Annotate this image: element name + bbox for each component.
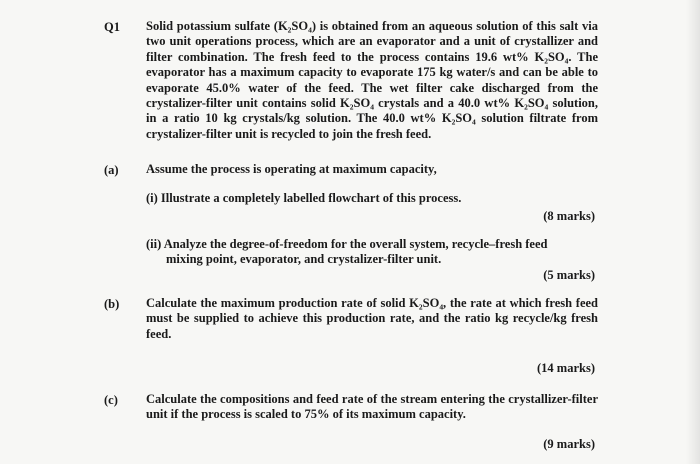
- part-a-i-marks: (8 marks): [543, 209, 595, 223]
- page-edge-shadow: [686, 0, 700, 464]
- part-b-text: Calculate the maximum production rate of solid K₂SO₄, the rate at which fresh feed must be supplied to achieve this production rate, and the ratio kg recycle/kg fresh feed.: [146, 296, 598, 341]
- part-c-label: (c): [104, 393, 118, 407]
- part-a-ii-text: [146, 237, 598, 268]
- part-a-label: (a): [104, 163, 119, 177]
- part-a-i-text: (i) Illustrate a completely labelled flowchart of this process.: [146, 191, 462, 205]
- part-a-ii-line1: (ii) Analyze the degree-of-freedom for the overall system, recycle–fresh feed: [146, 237, 548, 251]
- part-a-ii-marks: (5 marks): [543, 268, 595, 282]
- question-intro: Solid potassium sulfate (K₂SO₄) is obtained from an aqueous solution of this salt via two unit operations process, which are an evaporator and a unit of crystallizer and filter combination. The fresh feed to the process contains 19.6 wt% K₂SO₄. The evaporator has a maximum capacity to evaporate 175 kg water/s and can be able to evaporate 45.0% water of the feed. The wet filter cake discharged from the crystalizer-filter unit contains solid K₂SO₄ crystals and a 40.0 wt% K₂SO₄ solution, in a ratio 10 kg crystals/kg solution. The 40.0 wt% K₂SO₄ solution filtrate from crystalizer-filter unit is recycled to join the fresh feed.: [146, 19, 598, 141]
- part-a-ii-line2: mixing point, evaporator, and crystalizer-filter unit.: [166, 252, 442, 267]
- part-c-text: Calculate the compositions and feed rate of the stream entering the crystallizer-filter unit if the process is scaled to 75% of its maximum capacity.: [146, 392, 598, 422]
- part-b-label: (b): [104, 297, 120, 311]
- question-number: Q1: [104, 20, 120, 34]
- part-c-marks: (9 marks): [543, 437, 595, 451]
- part-b-marks: (14 marks): [537, 361, 595, 375]
- part-a-text: Assume the process is operating at maximum capacity,: [146, 162, 437, 176]
